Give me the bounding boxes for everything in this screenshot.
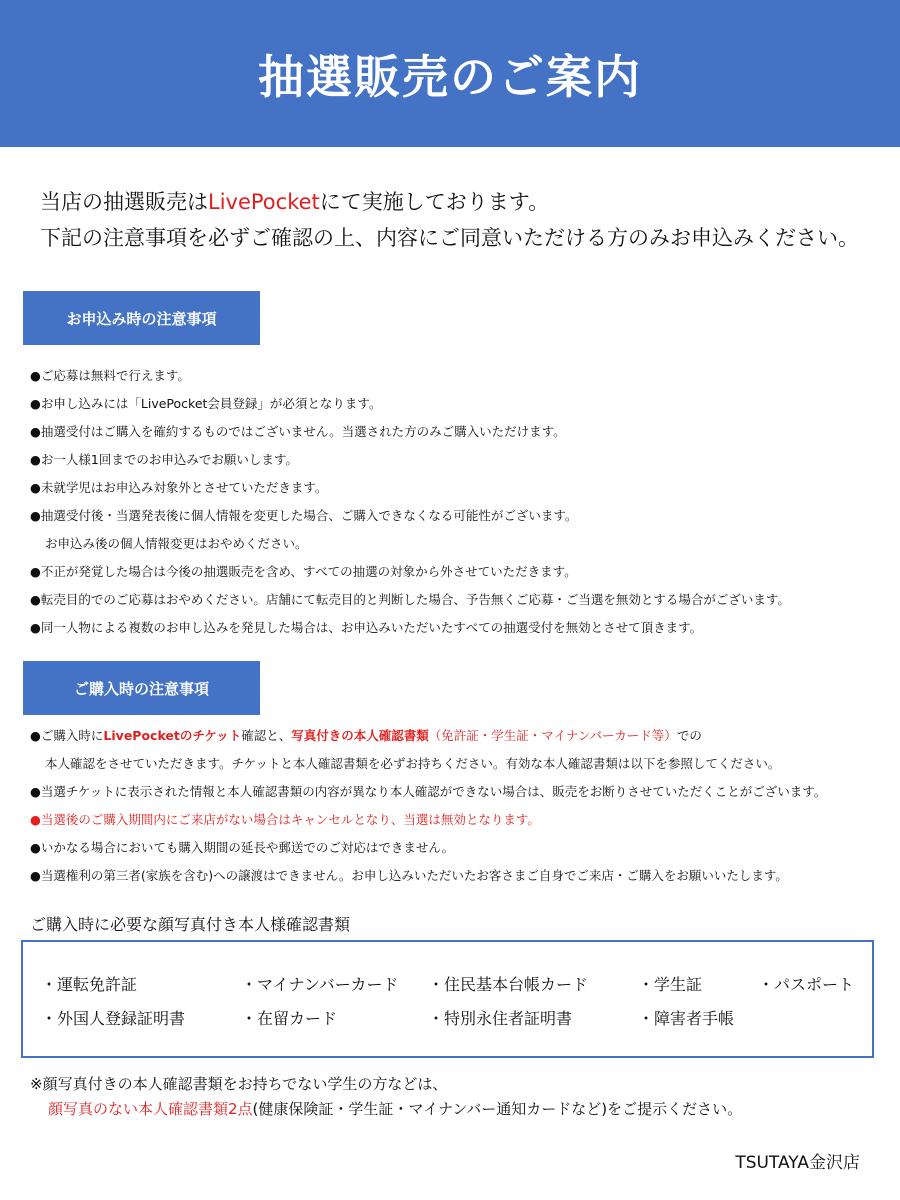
doc-disability-handbook: ・障害者手帳 [638, 1009, 735, 1028]
note-item: ●ご応募は無料で行えます。 [30, 368, 190, 383]
required-documents-box [21, 940, 874, 1058]
note-item: ●未就学児はお申込み対象外とさせていただきます。 [30, 480, 328, 495]
note-highlight-id-examples: （免許証・学生証・マイナンバーカード等） [428, 728, 677, 743]
footnote [30, 1072, 742, 1122]
doc-special-permanent-resident: ・特別永住者証明書 [428, 1009, 573, 1028]
note-item: ●抽選受付はご購入を確約するものではございません。当選された方のみご購入いただけます。 [30, 424, 566, 439]
note-text: ●ご購入時に [30, 728, 104, 743]
footnote-line-2-rest: (健康保険証・学生証・マイナンバー通知カードなど)をご提示ください。 [252, 1100, 743, 1118]
doc-passport: ・パスポート [758, 975, 855, 994]
purchase-notes-list [30, 722, 826, 890]
footnote-line-2 [30, 1097, 742, 1122]
footnote-highlight: 顔写真のない本人確認書類2点 [48, 1100, 253, 1118]
note-item: ●当選チケットに表示された情報と本人確認書類の内容が異なり本人確認ができない場合は、販売をお断りさせていただくことがございます。 [30, 784, 827, 799]
note-item-id-check [30, 722, 826, 750]
note-item: ●同一人物による複数のお申し込みを発見した場合は、お申込みいただいたすべての抽選受付を無効とさせて頂きます。 [30, 620, 703, 635]
section-application-title: お申込み時の注意事項 [23, 291, 260, 345]
section-purchase-title: ご購入時の注意事項 [23, 661, 260, 715]
livepocket-brand: LivePocket [208, 190, 320, 214]
intro-line-1-post: にて実施しております。 [319, 190, 550, 214]
intro-line-2: 下記の注意事項を必ずご確認の上、内容にご同意いただける方のみお申込みください。 [40, 226, 859, 250]
doc-resident-registry-card: ・住民基本台帳カード [428, 975, 589, 994]
note-item: ●抽選受付後・当選発表後に個人情報を変更した場合、ご購入できなくなる可能性がございます。 [30, 508, 578, 523]
page-title: 抽選販売のご案内 [258, 49, 642, 104]
application-notes-list [30, 362, 790, 642]
note-text: での [676, 728, 702, 743]
store-name: TSUTAYA金沢店 [735, 1153, 860, 1173]
footnote-line-1: ※顔写真付きの本人確認書類をお持ちでない学生の方などは、 [30, 1075, 448, 1093]
doc-my-number-card: ・マイナンバーカード [241, 975, 399, 994]
note-item-continuation: お申込み後の個人情報変更はおやめください。 [45, 536, 308, 551]
intro-text [40, 184, 859, 256]
note-item-cancellation-warning: ●当選後のご購入期間内にご来店がない場合はキャンセルとなり、当選は無効となります。 [30, 812, 540, 827]
note-item: ●不正が発覚した場合は今後の抽選販売を含め、すべての抽選の対象から外させていただきます。 [30, 564, 577, 579]
note-item-continuation: 本人確認をさせていただきます。チケットと本人確認書類を必ずお持ちください。有効な本人確認書類は以下を参照してください。 [45, 756, 781, 771]
required-documents-title: ご購入時に必要な顔写真付き本人様確認書類 [30, 915, 351, 934]
note-highlight-photo-id: 写真付きの本人確認書類 [291, 728, 429, 743]
header-banner [0, 0, 900, 147]
doc-drivers-license: ・運転免許証 [41, 975, 138, 994]
note-item: ●お申し込みには「LivePocket会員登録」が必須となります。 [30, 396, 382, 411]
intro-line-1 [40, 184, 859, 220]
doc-alien-registration: ・外国人登録証明書 [41, 1009, 186, 1028]
note-item: ●転売目的でのご応募はおやめください。店舗にて転売目的と判断した場合、予告無くご応募・ご当選を無効とする場合がございます。 [30, 592, 790, 607]
note-highlight-ticket: LivePocketのチケット [103, 728, 242, 743]
intro-line-1-pre: 当店の抽選販売は [40, 190, 208, 214]
note-item: ●当選権利の第三者(家族を含む)への譲渡はできません。お申し込みいただいたお客さまご自身でご来店・ご購入をお願いいたします。 [30, 868, 788, 883]
doc-student-id: ・学生証 [638, 975, 703, 994]
note-text: 確認と、 [241, 728, 292, 743]
doc-residence-card: ・在留カード [241, 1009, 338, 1028]
note-item: ●お一人様1回までのお申込みでお願いします。 [30, 452, 298, 467]
note-item: ●いかなる場合においても購入期間の延長や郵送でのご対応はできません。 [30, 840, 455, 855]
